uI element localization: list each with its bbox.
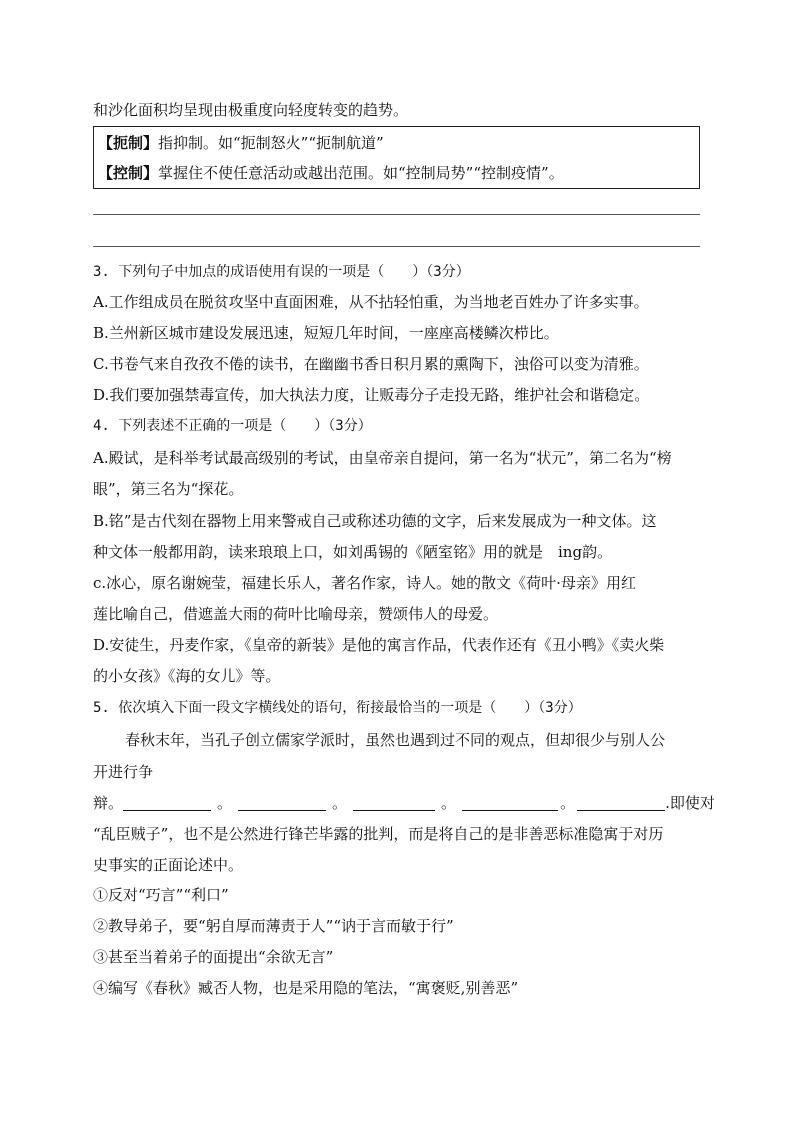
q4-option-c-line1: c.冰心，原名谢婉莹，福建长乐人，著名作家，诗人。她的散文《荷叶·母亲》用红: [93, 574, 636, 592]
q3-option-b: B.兰州新区城市建设发展迅速，短短几年时间，一座座高楼鳞次栉比。: [93, 324, 559, 342]
q3-option-c: C.书卷气来自孜孜不倦的读书，在幽幽书香日积月累的熏陶下，浊俗可以变为清雅。: [93, 355, 649, 373]
definition-row-1: [98, 133, 384, 153]
definition-term-1: 【扼制】: [98, 134, 159, 152]
definition-row-2: [98, 163, 564, 183]
blank-separator: 。: [441, 794, 457, 812]
fill-blank-2[interactable]: [238, 794, 326, 811]
q5-item-2: ②教导弟子，要“躬自厚而薄责于人”“讷于言而敏于行”: [93, 917, 454, 935]
q5-item-4: ④编写《春秋》臧否人物，也是采用隐的笔法，“寓褒贬,别善恶”: [93, 979, 519, 997]
fill-blank-5[interactable]: [577, 794, 665, 811]
q4-option-d-line2: 的小女孩》《海的女儿》等。: [93, 667, 281, 685]
definition-text-1: 指抑制。如“扼制怒火”“扼制航道”: [158, 134, 384, 152]
q5-item-1: ①反对“巧言”“利口”: [93, 886, 229, 904]
q3-option-d: D.我们要加强禁毒宣传，加大执法力度，让贩毒分子走投无路，维护社会和谐稳定。: [93, 386, 650, 404]
q4-option-a-line2: 眼”，第三名为“探花。: [93, 480, 244, 498]
blank-separator: 。: [332, 794, 348, 812]
q5-passage-line2: 开进行争: [93, 763, 154, 781]
q4-option-d-line1: D.安徒生，丹麦作家，《皇帝的新装》是他的寓言作品，代表作还有《丑小鸭》《卖火柴: [93, 636, 665, 654]
q4-option-b-line2: 种文体一般都用韵，读来琅琅上口，如刘禹锡的《陋室铭》用的就是 ing韵。: [93, 543, 613, 561]
q3-option-a: A.工作组成员在脱贫攻坚中直面困难，从不拈轻怕重，为当地老百姓办了许多实事。: [93, 293, 649, 311]
q5-blank-suffix: .即使对: [665, 794, 715, 812]
q5-passage-line1: 春秋末年，当孔子创立儒家学派时，虽然也遇到过不同的观点，但却很少与别人公: [125, 731, 666, 749]
blank-separator: 。: [560, 794, 576, 812]
intro-tail-text: 和沙化面积均呈现由极重度向轻度转变的趋势。: [93, 101, 409, 119]
fill-blank-4[interactable]: [462, 794, 558, 811]
definition-box: [93, 126, 700, 189]
q3-stem: 3. 下列句子中加点的成语使用有误的一项是（ ）（3分）: [93, 264, 470, 280]
q5-blank-prefix: 辩。: [93, 794, 124, 812]
q5-item-3: ③甚至当着弟子的面提出“余欲无言”: [93, 948, 334, 966]
q4-stem: 4. 下列表述不正确的一项是（ ）（3分）: [93, 418, 372, 434]
answer-line-1: [93, 214, 700, 215]
q4-option-a-line1: A.殿试，是科举考试最高级别的考试，由皇帝亲自提问，第一名为“状元”，第二名为“榜: [93, 449, 672, 467]
fill-blank-1[interactable]: [123, 794, 211, 811]
fill-blank-3[interactable]: [353, 794, 435, 811]
answer-line-2: [93, 246, 700, 247]
q4-option-b-line1: B.铭”是古代刻在器物上用来警戒自己或称述功德的文字，后来发展成为一种文体。这: [93, 512, 657, 530]
q5-blanks-line: [93, 793, 715, 813]
q5-passage-line5: 史事实的正面论述中。: [93, 856, 244, 874]
definition-text-2: 掌握住不使任意活动或越出范围。如“控制局势”“控制疫情”。: [158, 164, 564, 182]
q5-passage-line4: “乱臣贼子”，也不是公然进行锋芒毕露的批判，而是将自己的是非善恶标准隐寓于对历: [93, 825, 664, 843]
q5-stem: 5. 依次填入下面一段文字横线处的语句，衔接最恰当的一项是（ ）（3分）: [93, 700, 582, 716]
blank-separator: 。: [217, 794, 233, 812]
definition-term-2: 【控制】: [98, 164, 159, 182]
q4-option-c-line2: 莲比喻自己，借遮盖大雨的荷叶比喻母亲，赞颂伟人的母爱。: [93, 605, 499, 623]
